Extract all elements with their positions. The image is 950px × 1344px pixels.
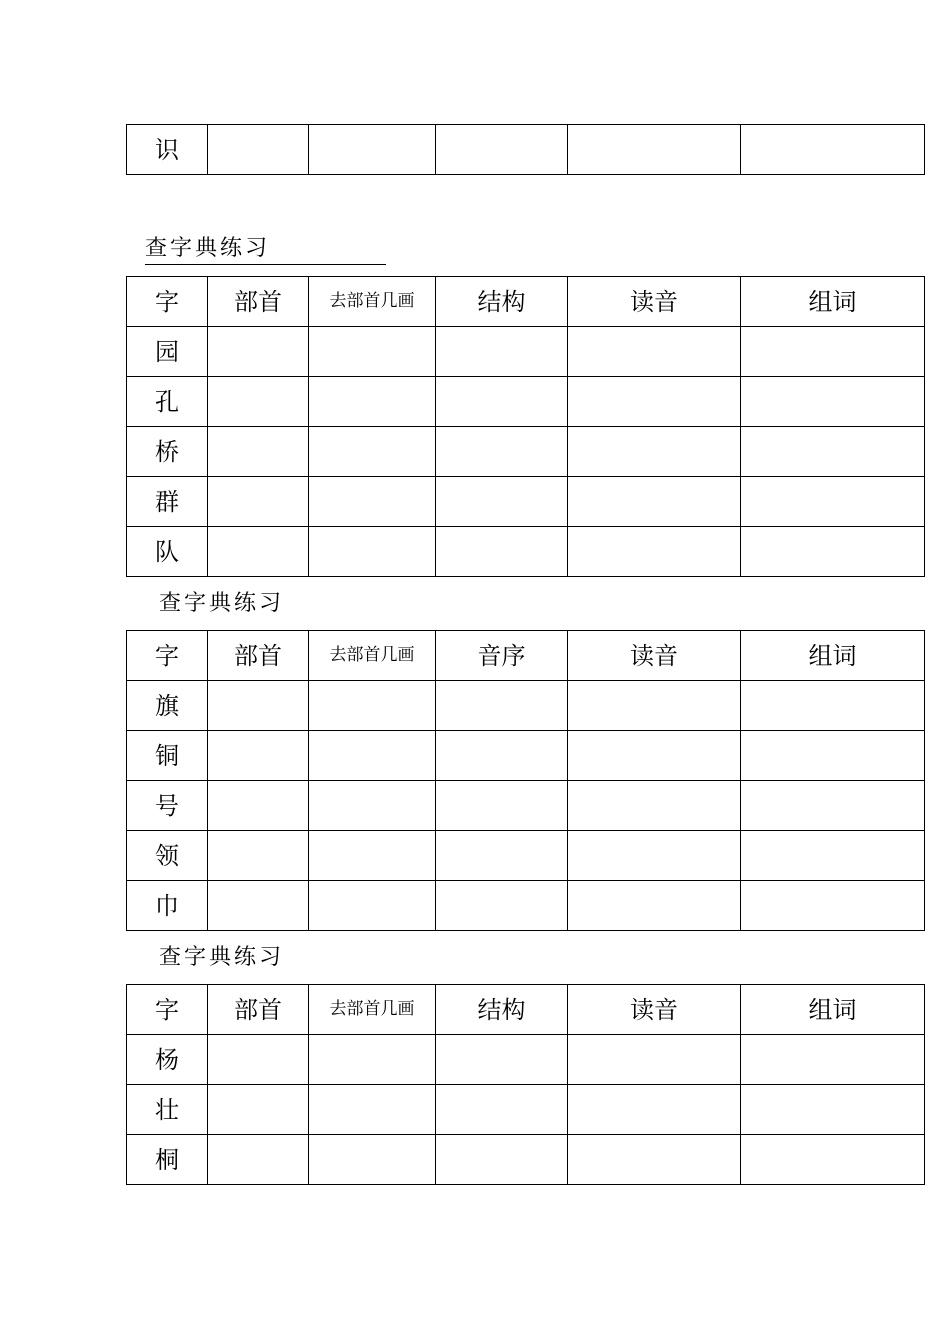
structure-cell[interactable]	[436, 1085, 568, 1135]
pronunciation-cell[interactable]	[568, 477, 741, 527]
table-row	[127, 881, 925, 931]
header-radical: 部首	[208, 277, 309, 327]
character-cell: 巾	[127, 881, 208, 931]
character-cell: 杨	[127, 1035, 208, 1085]
header-structure: 结构	[436, 985, 568, 1035]
header-phonetic-order: 音序	[436, 631, 568, 681]
radical-cell[interactable]	[208, 1135, 309, 1185]
stroke-count-cell[interactable]	[309, 327, 436, 377]
dictionary-table-2	[126, 630, 925, 931]
structure-cell[interactable]	[436, 125, 568, 175]
character-cell: 壮	[127, 1085, 208, 1135]
stroke-count-cell[interactable]	[309, 831, 436, 881]
character-cell: 园	[127, 327, 208, 377]
header-pronunciation: 读音	[568, 985, 741, 1035]
character-cell: 桥	[127, 427, 208, 477]
pronunciation-cell[interactable]	[568, 831, 741, 881]
phonetic-order-cell[interactable]	[436, 681, 568, 731]
structure-cell[interactable]	[436, 527, 568, 577]
table-row	[127, 125, 925, 175]
stroke-count-cell[interactable]	[309, 1135, 436, 1185]
header-structure: 结构	[436, 277, 568, 327]
pronunciation-cell[interactable]	[568, 781, 741, 831]
word-formation-cell[interactable]	[741, 125, 925, 175]
table-row	[127, 377, 925, 427]
word-formation-cell[interactable]	[741, 327, 925, 377]
header-radical: 部首	[208, 985, 309, 1035]
stroke-count-cell[interactable]	[309, 881, 436, 931]
stroke-count-cell[interactable]	[309, 527, 436, 577]
radical-cell[interactable]	[208, 377, 309, 427]
pronunciation-cell[interactable]	[568, 427, 741, 477]
pronunciation-cell[interactable]	[568, 327, 741, 377]
radical-cell[interactable]	[208, 1035, 309, 1085]
word-formation-cell[interactable]	[741, 1085, 925, 1135]
phonetic-order-cell[interactable]	[436, 781, 568, 831]
header-row	[127, 277, 925, 327]
pronunciation-cell[interactable]	[568, 731, 741, 781]
stroke-count-cell[interactable]	[309, 1085, 436, 1135]
word-formation-cell[interactable]	[741, 681, 925, 731]
stroke-count-cell[interactable]	[309, 427, 436, 477]
structure-cell[interactable]	[436, 327, 568, 377]
pronunciation-cell[interactable]	[568, 377, 741, 427]
word-formation-cell[interactable]	[741, 731, 925, 781]
character-cell: 孔	[127, 377, 208, 427]
pronunciation-cell[interactable]	[568, 125, 741, 175]
section-3-title: 查字典练习	[159, 945, 285, 970]
dictionary-table-1	[126, 276, 925, 577]
phonetic-order-cell[interactable]	[436, 731, 568, 781]
header-stroke-count: 去部首几画	[309, 277, 436, 327]
header-pronunciation: 读音	[568, 277, 741, 327]
header-stroke-count: 去部首几画	[309, 631, 436, 681]
radical-cell[interactable]	[208, 1085, 309, 1135]
header-row	[127, 985, 925, 1035]
dictionary-table-3	[126, 984, 925, 1185]
header-character: 字	[127, 985, 208, 1035]
pronunciation-cell[interactable]	[568, 1035, 741, 1085]
word-formation-cell[interactable]	[741, 781, 925, 831]
radical-cell[interactable]	[208, 327, 309, 377]
word-formation-cell[interactable]	[741, 881, 925, 931]
word-formation-cell[interactable]	[741, 427, 925, 477]
table-row	[127, 1135, 925, 1185]
table-row	[127, 327, 925, 377]
pronunciation-cell[interactable]	[568, 681, 741, 731]
radical-cell[interactable]	[208, 125, 309, 175]
table-row	[127, 1085, 925, 1135]
phonetic-order-cell[interactable]	[436, 881, 568, 931]
header-character: 字	[127, 277, 208, 327]
word-formation-cell[interactable]	[741, 527, 925, 577]
table-row	[127, 831, 925, 881]
radical-cell[interactable]	[208, 881, 309, 931]
radical-cell[interactable]	[208, 527, 309, 577]
header-row	[127, 631, 925, 681]
continuation-table	[126, 124, 925, 175]
word-formation-cell[interactable]	[741, 831, 925, 881]
table-row	[127, 477, 925, 527]
character-cell: 队	[127, 527, 208, 577]
header-radical: 部首	[208, 631, 309, 681]
table-row	[127, 781, 925, 831]
word-formation-cell[interactable]	[741, 377, 925, 427]
table-row	[127, 681, 925, 731]
stroke-count-cell[interactable]	[309, 681, 436, 731]
radical-cell[interactable]	[208, 731, 309, 781]
header-word-formation: 组词	[741, 277, 925, 327]
stroke-count-cell[interactable]	[309, 731, 436, 781]
structure-cell[interactable]	[436, 477, 568, 527]
character-cell: 桐	[127, 1135, 208, 1185]
pronunciation-cell[interactable]	[568, 1135, 741, 1185]
radical-cell[interactable]	[208, 781, 309, 831]
character-cell: 号	[127, 781, 208, 831]
character-cell: 领	[127, 831, 208, 881]
table-row	[127, 1035, 925, 1085]
stroke-count-cell[interactable]	[309, 781, 436, 831]
pronunciation-cell[interactable]	[568, 881, 741, 931]
stroke-count-cell[interactable]	[309, 377, 436, 427]
radical-cell[interactable]	[208, 831, 309, 881]
word-formation-cell[interactable]	[741, 477, 925, 527]
radical-cell[interactable]	[208, 427, 309, 477]
word-formation-cell[interactable]	[741, 1035, 925, 1085]
character-cell: 旗	[127, 681, 208, 731]
section-2-title: 查字典练习	[159, 591, 285, 616]
word-formation-cell[interactable]	[741, 1135, 925, 1185]
radical-cell[interactable]	[208, 681, 309, 731]
phonetic-order-cell[interactable]	[436, 831, 568, 881]
table-row	[127, 427, 925, 477]
structure-cell[interactable]	[436, 1135, 568, 1185]
structure-cell[interactable]	[436, 377, 568, 427]
character-cell: 铜	[127, 731, 208, 781]
character-cell: 识	[127, 125, 208, 175]
structure-cell[interactable]	[436, 427, 568, 477]
stroke-count-cell[interactable]	[309, 125, 436, 175]
pronunciation-cell[interactable]	[568, 527, 741, 577]
stroke-count-cell[interactable]	[309, 1035, 436, 1085]
pronunciation-cell[interactable]	[568, 1085, 741, 1135]
table-row	[127, 731, 925, 781]
header-character: 字	[127, 631, 208, 681]
table-row	[127, 527, 925, 577]
character-cell: 群	[127, 477, 208, 527]
header-word-formation: 组词	[741, 985, 925, 1035]
header-pronunciation: 读音	[568, 631, 741, 681]
stroke-count-cell[interactable]	[309, 477, 436, 527]
section-1-title: 查字典练习	[145, 238, 386, 265]
radical-cell[interactable]	[208, 477, 309, 527]
header-stroke-count: 去部首几画	[309, 985, 436, 1035]
header-word-formation: 组词	[741, 631, 925, 681]
structure-cell[interactable]	[436, 1035, 568, 1085]
